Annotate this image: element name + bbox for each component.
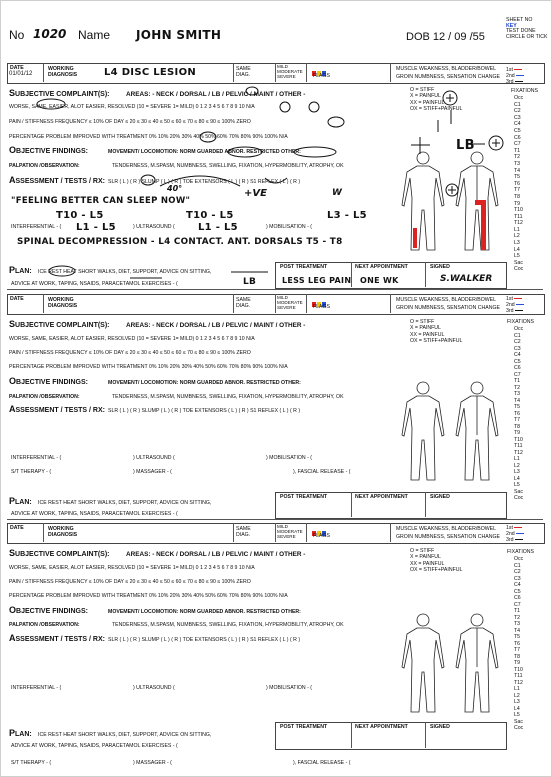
soft-tissue-notes: SPINAL DECOMPRESSION - L4 CONTACT. ANT. DORSALS T5 - T8 [17,237,343,247]
assessment-tests-2: SLR ( L ) ( R ) SLUMP ( L ) ( R ) TOE EXTENSORS ( L ) ( R ) S1 REFLEX ( L ) ( R ) [108,408,301,414]
ultrasound-label-3: ) ULTRASOUND ( [133,685,175,691]
pain-frequency-scale-2: PAIN / STIFFNESS FREQUENCY ≤ 10% OF DAY ≤ 20 ≤ 30 ≤ 40 ≤ 50 ≤ 60 ≤ 70 ≤ 80 ≤ 90 ≤ 100% ZERO [9,350,251,356]
dob: DOB 12 / 09 /55 [406,31,485,43]
plan-heading-3: PLAN: [9,728,32,738]
percentage-improved-scale-2: PERCENTAGE PROBLEM IMPROVED WITH TREATMENT 0% 10% 20% 30% 40% 50% 60% 70% 80% 90% 100% N/A [9,364,288,370]
spine-level-t10: T10 [514,436,523,443]
plan-options: ICE REST HEAT SHORT WALKS, DIET, SUPPORT, ADVICE ON SITTING, [38,269,212,275]
red-flags-top: MUSCLE WEAKNESS, BLADDER/BOWEL [396,66,497,72]
interferential-label-3: INTERFERENTIAL - ( [11,685,62,691]
spine-level-occ: Occ [514,326,524,332]
diagnosis-value: L4 DISC LESION [104,67,197,78]
spine-level-c2: C2 [514,569,521,575]
interferential-label-2: INTERFERENTIAL - ( [11,455,62,461]
spine-level-c3: C3 [514,114,521,121]
ultrasound-range-1: T10 - L5 [186,210,234,221]
worse-scale-2: WORSE, SAME, EASIER, ALOT EASIER, RESOLVED (10 = SEVERE 1= MILD) 0 1 2 3 4 5 6 7 8 9 10 N/A [9,336,255,342]
spine-level-coc: Coc [514,266,524,273]
fascial-release-label-3: ), FASCIAL RELEASE - ( [293,760,351,766]
rank-legend-3: 1st 2nd 3rd [506,525,524,543]
flags-label: FLAGS [313,73,331,79]
spine-level-c7: C7 [514,141,521,148]
objective-heading-3: OBJECTIVE FINDINGS: [9,605,88,615]
slr-degrees: 40° [167,184,183,193]
diagram-key-1: O = STIFF X = PAINFUL XX = PAINFUL OX = STIFF+PAINFUL [410,87,463,112]
spine-level-c5: C5 [514,127,521,134]
patient-quote: "FEELING BETTER CAN SLEEP NOW" [11,196,191,206]
spine-level-t5: T5 [514,634,521,640]
subjective-heading-3: SUBJECTIVE COMPLAINT(S): [9,548,110,558]
st-therapy-label-3: S/T THERAPY - ( [11,760,52,766]
spine-levels-2 [514,326,523,502]
plan-heading-2: PLAN: [9,496,32,506]
spine-level-c4: C4 [514,121,521,128]
spine-level-coc: Coc [514,725,524,731]
palpation-label: PALPATION /OBSERVATION: [9,163,80,169]
plan-heading: PLAN: [9,265,32,275]
fascial-release-label-2: ), FASCIAL RELEASE - ( [293,469,351,475]
red-flags-bottom: GROIN NUMBNESS, SENSATION CHANGE [396,74,500,80]
post-treatment-label-2: POST TREATMENT [280,494,328,500]
next-appointment-label-3: NEXT APPOINTMENT [355,724,408,730]
date-label-2: DATE [10,296,24,302]
subjective-heading-2: SUBJECTIVE COMPLAINT(S): [9,319,110,329]
movement-options-2: MOVEMENT/ LOCOMOTION: NORM GUARDED ABNOR. RESTRICTED OTHER: [108,380,301,386]
post-treatment-label: POST TREATMENT [280,264,328,270]
spine-level-c6: C6 [514,365,521,371]
spine-level-t6: T6 [514,180,521,187]
plan-options-2c: ADVICE AT WORK, TAPING, NSAIDS, PARACETAMOL EXERCISES - ( [11,511,178,517]
spine-level-c6: C6 [514,595,521,601]
next-appointment-label-2: NEXT APPOINTMENT [355,494,408,500]
interferential-range-1: T10 - L5 [56,210,104,221]
massager-label-3: ) MASSAGER - ( [133,760,172,766]
spine-level-occ: Occ [514,556,524,562]
massager-label-2: ) MASSAGER - ( [133,469,172,475]
spine-level-t7: T7 [514,647,521,653]
spine-level-l2: L2 [514,692,520,699]
spine-level-t6: T6 [514,410,521,417]
spine-level-t3: T3 [514,160,521,167]
palpation-options-3: TENDERNESS, M.SPASM, NUMBNESS, SWELLING, FIXATION, HYPERMOBILITY, ATROPHY, OK [112,622,344,628]
spine-level-t8: T8 [514,653,521,660]
worse-scale: WORSE, SAME, EASIER, ALOT EASIER, RESOLVED (10 = SEVERE 1= MILD) 0 1 2 3 4 5 6 7 8 9 10 N/A [9,104,255,110]
mobilisation-label: ) MOBILISATION - ( [266,224,313,230]
interferential-label: INTERFERENTIAL - ( [11,224,62,230]
spine-level-l2: L2 [514,233,520,240]
areas-options-2: AREAS: - NECK / DORSAL / LB / PELVIC / MAINT / OTHER - [126,322,306,329]
spine-level-t12: T12 [514,679,523,686]
spine-level-c2: C2 [514,339,521,345]
areas-options-3: AREAS: - NECK / DORSAL / LB / PELVIC / MAINT / OTHER - [126,551,306,558]
spine-levels-3 [514,556,523,732]
spine-level-c1: C1 [514,332,521,339]
working-diagnosis-label-2: WORKING DIAGNOSIS [48,297,78,309]
spine-level-t1: T1 [514,147,521,154]
spine-level-t4: T4 [514,167,521,174]
subjective-heading: SUBJECTIVE COMPLAINT(S): [9,88,110,98]
spine-level-t11: T11 [514,213,523,220]
spine-level-c6: C6 [514,134,521,141]
spine-level-l3: L3 [514,469,520,475]
mobilisation-label-3: ) MOBILISATION - ( [266,685,313,691]
objective-heading: OBJECTIVE FINDINGS: [9,145,88,155]
sheet-key: SHEET NO KEY TEST DONE CIRCLE OR TICK [506,17,548,40]
movement-options-3: MOVEMENT/ LOCOMOTION: NORM GUARDED ABNOR. RESTRICTED OTHER: [108,609,301,615]
spine-level-t8: T8 [514,423,521,430]
spine-level-l5: L5 [514,482,520,488]
fixations-label-3: FIXATIONS [507,549,534,555]
spine-level-l4: L4 [514,475,520,482]
spine-level-t11: T11 [514,443,523,449]
assessment-tests: SLR ( L ) ( R ) SLUMP ( L ) ( R ) TOE EXTENSORS ( L ) ( R ) S1 REFLEX ( L ) ( R ) [108,179,301,185]
assessment-heading-2: ASSESSMENT / TESTS / RX: [9,404,105,414]
diagram-key-2: O = STIFF X = PAINFUL XX = PAINFUL OX = STIFF+PAINFUL [410,319,463,344]
ultrasound-label-2: ) ULTRASOUND ( [133,455,175,461]
ultrasound-range-2: L1 - L5 [198,222,238,233]
red-flags-bottom-2: GROIN NUMBNESS, SENSATION CHANGE [396,305,500,311]
severity-options-2: MILD MODERATE SEVERE [277,295,303,311]
spine-level-t9: T9 [514,430,521,436]
same-diag-label-3: SAME DIAG. [236,526,251,538]
spine-level-t6: T6 [514,640,521,647]
handwritten-marks [0,0,552,300]
spine-level-t1: T1 [514,378,521,384]
flags-label-2: FLAGS [313,304,331,310]
assessment-tests-3: SLR ( L ) ( R ) SLUMP ( L ) ( R ) TOE EXTENSORS ( L ) ( R ) S1 REFLEX ( L ) ( R ) [108,637,301,643]
record-number-label: No [9,28,25,42]
post-treatment-label-3: POST TREATMENT [280,724,328,730]
post-treatment-value: LESS LEG PAIN [282,276,352,285]
rank-legend: 1st 2nd 3rd [506,67,524,85]
signature: S.WALKER [440,274,493,284]
spine-level-t3: T3 [514,391,521,397]
signed-label: SIGNED [430,264,450,270]
date-label: DATE [10,65,24,71]
exercise-area: LB [243,277,257,287]
body-diagram-2 [395,380,510,490]
same-diag-label: SAME DIAG. [236,66,251,78]
spine-level-l4: L4 [514,246,520,253]
severity-options-3: MILD MODERATE SEVERE [277,524,303,540]
patient-name: JOHN SMITH [136,28,222,42]
spine-level-c5: C5 [514,358,521,365]
mobilisation-range: L3 - L5 [327,210,367,221]
signed-label-3: SIGNED [430,724,450,730]
date-label-3: DATE [10,525,24,531]
st-therapy-label-2: S/T THERAPY - ( [11,469,52,475]
spine-level-l1: L1 [514,226,520,233]
spine-level-t3: T3 [514,621,521,627]
spine-level-t4: T4 [514,397,521,404]
spine-level-t9: T9 [514,200,521,207]
spine-level-t9: T9 [514,660,521,666]
spine-level-t2: T2 [514,384,521,391]
spine-level-l1: L1 [514,456,520,462]
spine-level-t10: T10 [514,666,523,673]
pain-frequency-scale-3: PAIN / STIFFNESS FREQUENCY ≤ 10% OF DAY ≤ 20 ≤ 30 ≤ 40 ≤ 50 ≤ 60 ≤ 70 ≤ 80 ≤ 90 ≤ 100% ZERO [9,579,251,585]
mobilisation-label-2: ) MOBILISATION - ( [266,455,313,461]
spine-level-sac: Sac [514,488,523,495]
interferential-range-2: L1 - L5 [76,222,116,233]
spine-level-c7: C7 [514,371,521,378]
plan-options-3: ICE REST HEAT SHORT WALKS, DIET, SUPPORT, ADVICE ON SITTING, [38,732,212,738]
spine-level-t5: T5 [514,174,521,181]
palpation-label-2: PALPATION /OBSERVATION: [9,394,80,400]
plan-options-2b: ICE REST HEAT SHORT WALKS, DIET, SUPPORT, ADVICE ON SITTING, [38,500,212,506]
lb-mark: LB [456,138,475,153]
objective-heading-2: OBJECTIVE FINDINGS: [9,376,88,386]
spine-level-c1: C1 [514,101,521,108]
palpation-label-3: PALPATION /OBSERVATION: [9,622,80,628]
pain-frequency-scale: PAIN / STIFFNESS FREQUENCY ≤ 10% OF DAY ≤ 20 ≤ 30 ≤ 40 ≤ 50 ≤ 60 ≤ 70 ≤ 80 ≤ 90 ≤ 100% ZERO [9,119,251,125]
percentage-improved-scale: PERCENTAGE PROBLEM IMPROVED WITH TREATMENT 0% 10% 20% 30% 40% 50% 60% 70% 80% 90% 100% N/A [9,134,288,140]
spine-level-c5: C5 [514,588,521,595]
ultrasound-label: ) ULTRASOUND ( [133,224,175,230]
name-label: Name [78,28,111,42]
spine-level-coc: Coc [514,495,524,501]
spine-level-t12: T12 [514,220,523,227]
working-diagnosis-label: WORKING DIAGNOSIS [48,66,78,78]
spine-level-sac: Sac [514,718,523,725]
body-diagram-3 [395,612,510,722]
palpation-options: TENDERNESS, M.SPASM, NUMBNESS, SWELLING, FIXATION, HYPERMOBILITY, ATROPHY, OK [112,163,344,169]
spine-level-t5: T5 [514,404,521,410]
percentage-improved-scale-3: PERCENTAGE PROBLEM IMPROVED WITH TREATMENT 0% 10% 20% 30% 40% 50% 60% 70% 80% 90% 100% N/A [9,593,288,599]
record-number: 1020 [33,27,67,41]
same-diag-label-2: SAME DIAG. [236,297,251,309]
spine-level-c1: C1 [514,562,521,569]
plan-options-2: ADVICE AT WORK, TAPING, NSAIDS, PARACETAMOL EXERCISES - ( [11,281,178,287]
spine-level-t4: T4 [514,627,521,634]
spine-level-l3: L3 [514,699,520,705]
fixations-label-2: FIXATIONS [507,319,534,325]
palpation-options-2: TENDERNESS, M.SPASM, NUMBNESS, SWELLING, FIXATION, HYPERMOBILITY, ATROPHY, OK [112,394,344,400]
spine-level-t7: T7 [514,417,521,423]
spine-level-l5: L5 [514,253,520,260]
spine-level-c2: C2 [514,108,521,115]
spine-level-t8: T8 [514,193,521,200]
rank-legend-2: 1st 2nd 3rd [506,296,524,314]
next-appointment-value: ONE WK [360,276,399,285]
assessment-heading-3: ASSESSMENT / TESTS / RX: [9,633,105,643]
movement-options: MOVEMENT/ LOCOMOTION: NORM GUARDED ABNOR. RESTRICTED OTHER: [108,149,301,155]
areas-options: AREAS: - NECK / DORSAL / LB / PELVIC / MAINT / OTHER - [126,91,306,98]
spine-level-t10: T10 [514,207,523,214]
slr-result: +VE [244,188,267,199]
spine-level-t2: T2 [514,614,521,621]
spine-level-c4: C4 [514,582,521,588]
red-flags-top-2: MUSCLE WEAKNESS, BLADDER/BOWEL [396,297,497,303]
spine-level-c7: C7 [514,601,521,608]
red-flags-bottom-3: GROIN NUMBNESS, SENSATION CHANGE [396,534,500,540]
fixations-label-1: FIXATIONS [511,88,538,94]
plan-options-3b: ADVICE AT WORK, TAPING, NSAIDS, PARACETAMOL EXERCISES - ( [11,743,178,749]
spine-level-l1: L1 [514,686,520,692]
next-appointment-label: NEXT APPOINTMENT [355,264,408,270]
severity-options: MILD MODERATE SEVERE [277,64,303,80]
spine-level-occ: Occ [514,95,524,101]
signed-label-2: SIGNED [430,494,450,500]
spine-level-sac: Sac [514,259,523,266]
date-value: 01/01/12 [9,71,33,77]
working-diagnosis-label-3: WORKING DIAGNOSIS [48,526,78,538]
toe-ext-result: W [332,188,342,198]
spine-level-t7: T7 [514,187,521,194]
assessment-heading: ASSESSMENT / TESTS / RX: [9,175,105,185]
spine-level-l2: L2 [514,462,520,469]
spine-level-l4: L4 [514,705,520,712]
spine-level-t2: T2 [514,154,521,161]
spine-level-l3: L3 [514,240,520,247]
spine-level-t1: T1 [514,608,521,614]
red-flags-top-3: MUSCLE WEAKNESS, BLADDER/BOWEL [396,526,497,532]
spine-level-t11: T11 [514,673,523,679]
spine-level-t12: T12 [514,449,523,456]
spine-level-c3: C3 [514,345,521,352]
spine-level-l5: L5 [514,712,520,718]
flags-label-3: FLAGS [313,533,331,539]
worse-scale-3: WORSE, SAME, EASIER, ALOT EASIER, RESOLVED (10 = SEVERE 1= MILD) 0 1 2 3 4 5 6 7 8 9 10 N/A [9,565,255,571]
diagram-key-3: O = STIFF X = PAINFUL XX = PAINFUL OX = STIFF+PAINFUL [410,548,463,573]
spine-level-c4: C4 [514,352,521,358]
spine-level-c3: C3 [514,575,521,582]
